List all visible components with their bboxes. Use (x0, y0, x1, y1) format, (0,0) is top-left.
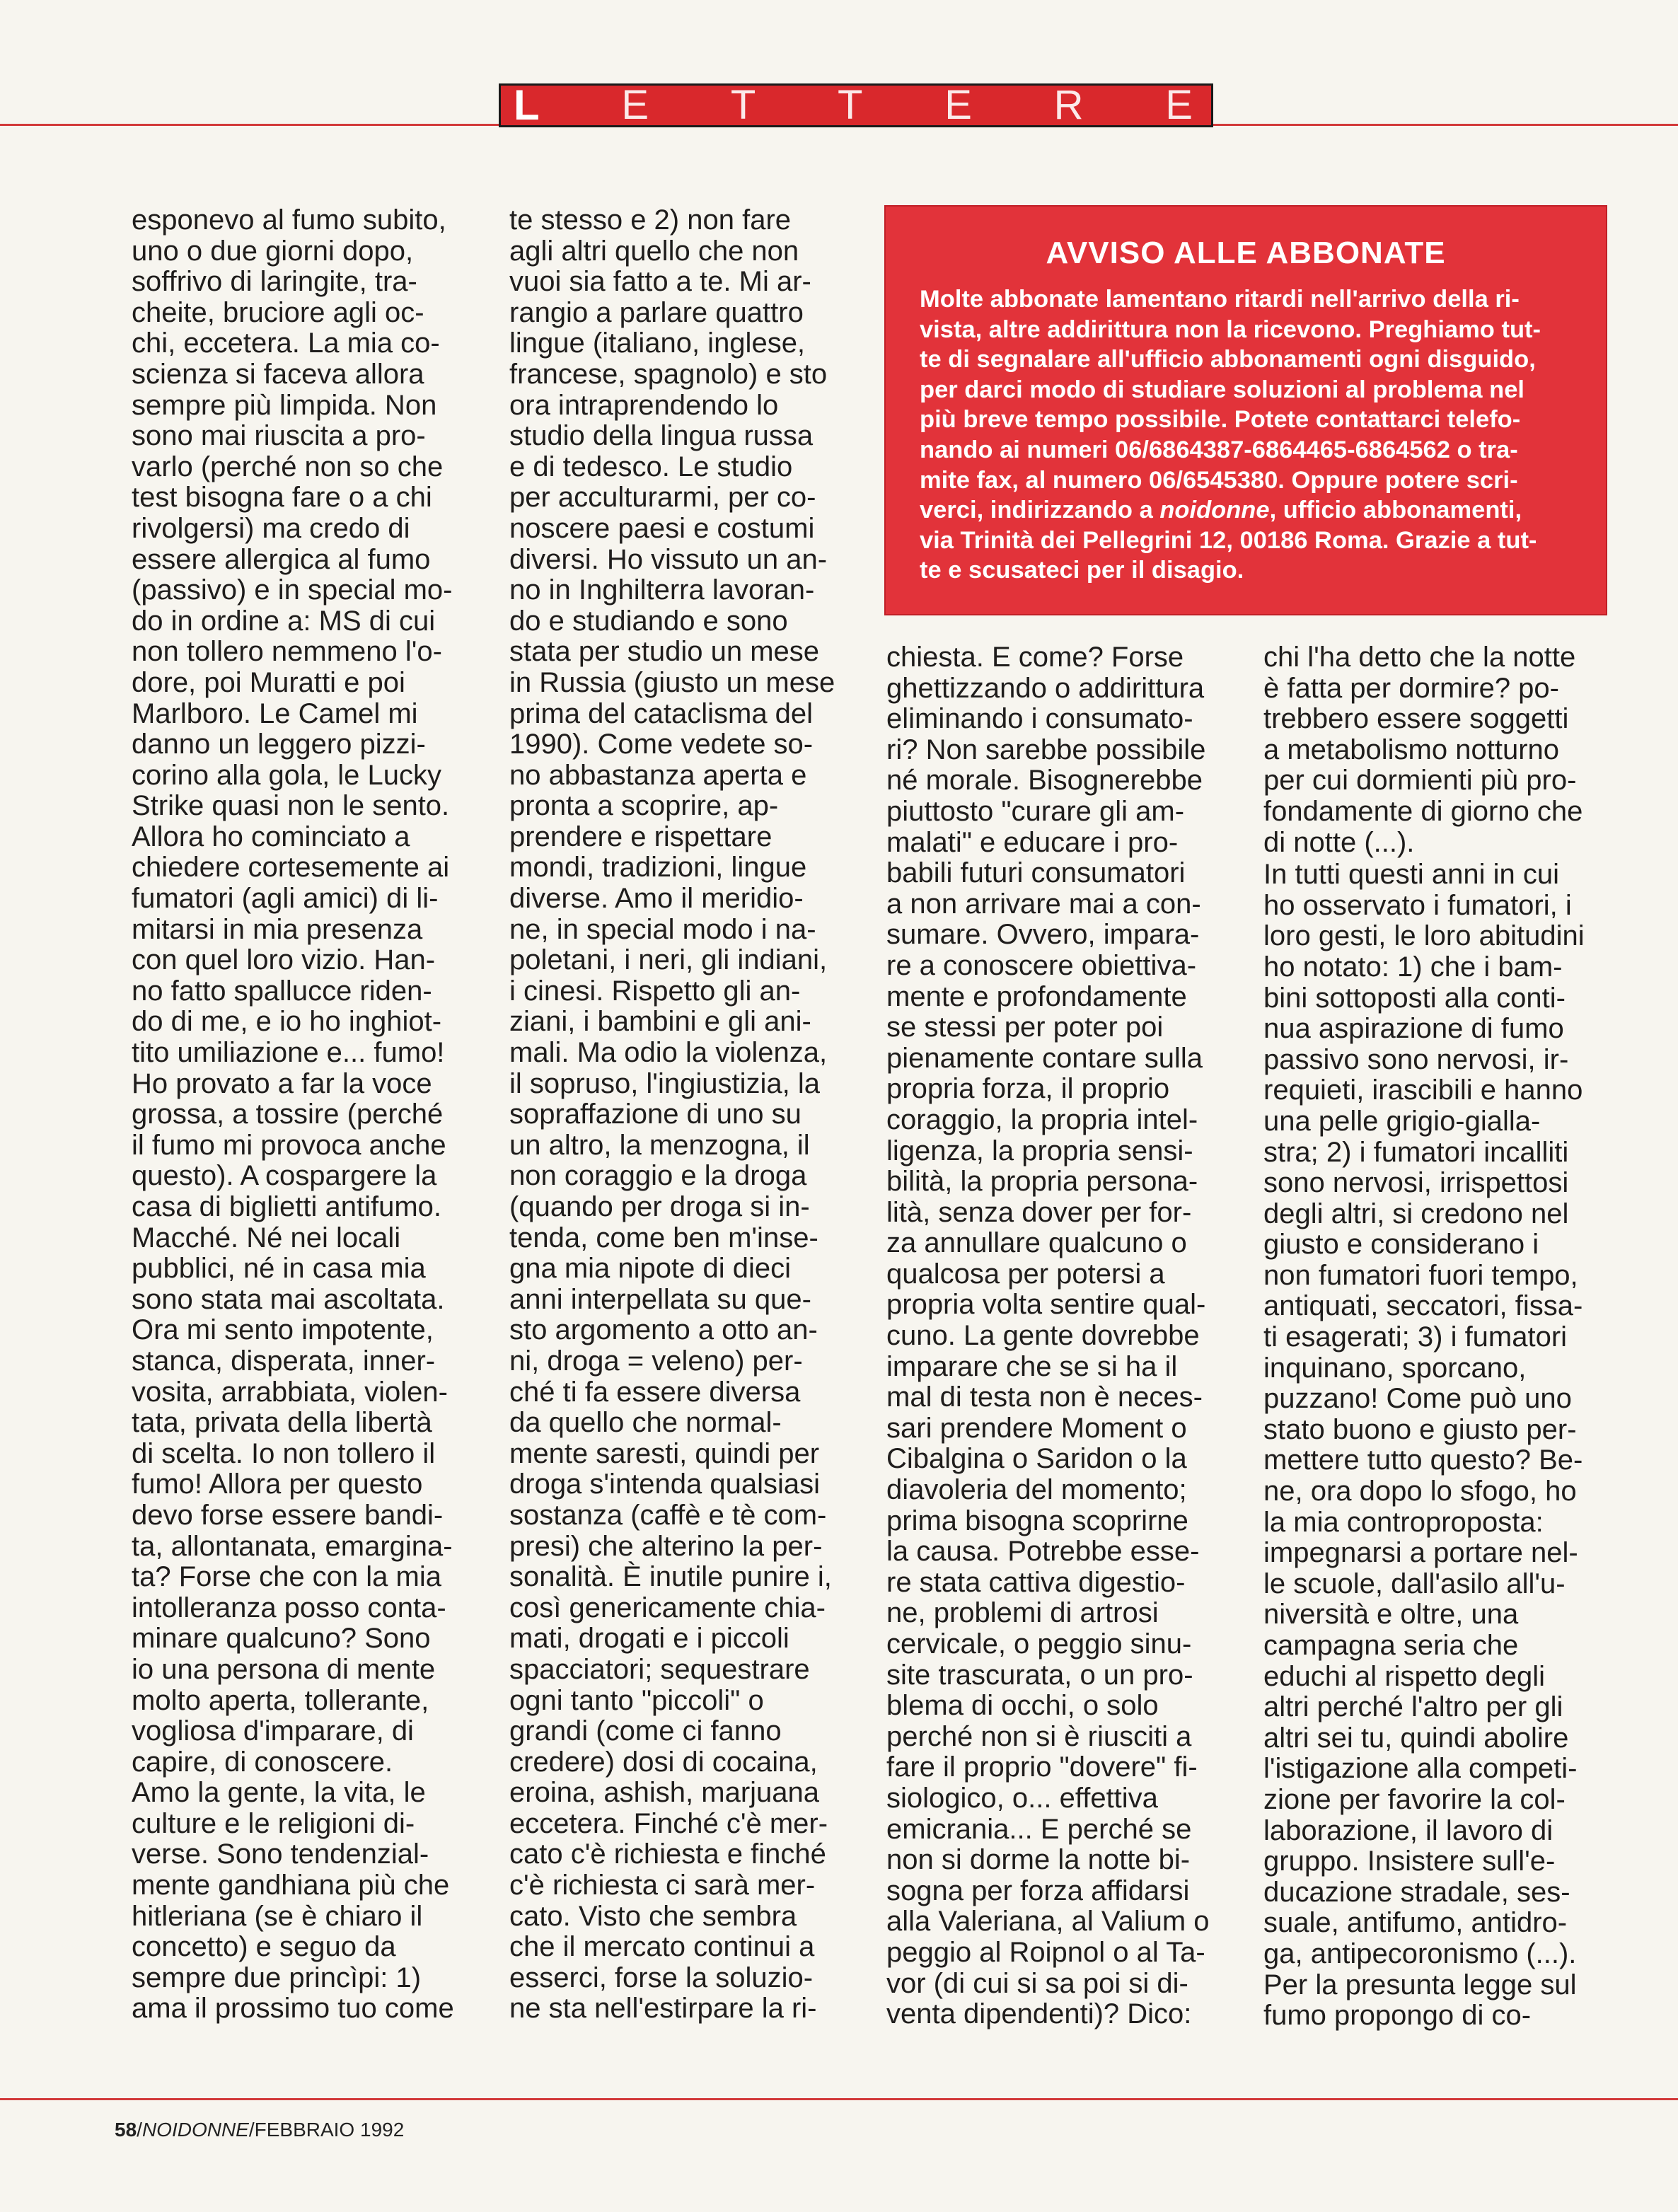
paragraph: esponevo al fumo subito, uno o due giorni dopo, soffrivo di laringite, tra- cheite, bruciore agli oc- chi, eccetera. La mia co- scienza si faceva allora sempre più limpida. Non sono mai riuscita a pro- varlo (perché non so che test bisogna fare o a chi rivolgersi) ma credo di essere allergica al fumo (passivo) e in special mo- do in ordine a: MS di cui non tollero nemmeno l'o- dore, poi Muratti e poi Marlboro. Le Camel mi danno un leggero pizzi- corino alla gola, le Lucky Strike quasi non le sento. Allora ho cominciato a chiedere cortesemente ai fumatori (agli amici) di li- mitarsi in mia presenza con quel loro vizio. Han- no fatto spallucce riden- do di me, e io ho inghiot- tito umiliazione e... fumo! Ho provato a far la voce grossa, a tossire (perché il fumo mi provoca anche questo). A cospargere la casa di biglietti antifumo. Macché. Né nei locali pubblici, né in casa mia sono stata mai ascoltata. Ora mi sento impotente, stanca, disperata, inner- vosita, arrabbiata, violen- tata, privata della libertà di scelta. Io non tollero il fumo! Allora per questo devo forse essere bandi- ta, allontanata, emargina- ta? Forse che con la mia intolleranza posso conta- minare qualcuno? Sono io una persona di mente molto aperta, tollerante, vogliosa d'imparare, di capire, di conoscere. Amo la gente, la vita, le culture e le religioni di- verse. Sono tendenzial- mente gandhiana più che hitleriana (se è chiaro il concetto) e seguo da sempre due princìpi: 1) ama il prossimo tuo come (132, 204, 454, 2025)
header-letter: T (838, 82, 863, 128)
notice-magazine-name: noidonne (1159, 497, 1270, 524)
header-letter: L (514, 81, 540, 129)
footer-date: FEBBRAIO 1992 (254, 2119, 405, 2141)
header-letter: E (1165, 82, 1193, 128)
subscriber-notice-box (884, 205, 1607, 615)
page-number: 58 (115, 2119, 137, 2141)
notice-text-after: , ufficio abbonamenti, via Trinità dei Pellegrini 12, 00186 Roma. Grazie a tut- te e scusateci per il disagio. (920, 497, 1537, 584)
paragraph: chi l'ha detto che la notte è fatta per dormire? po- trebbero essere soggetti a metabolismo notturno per cui dormienti più pro- fondamente di giorno che di notte (...). (1263, 642, 1583, 858)
paragraph: te stesso e 2) non fare agli altri quello che non vuoi sia fatto a te. Mi ar- rangio a parlare quattro lingue (italiano, inglese, francese, spagnolo) e sto ora intraprendendo lo studio della lingua russa e di tedesco. Le studio per acculturarmi, per co- noscere paesi e costumi diversi. Ho vissuto un an- no in Inghilterra lavoran- do e studiando e sono stata per studio un mese in Russia (giusto un mese prima del cataclisma del 1990). Come vedete so- no abbastanza aperta e pronta a scoprire, ap- prendere e rispettare mondi, tradizioni, lingue diverse. Amo il meridio- ne, in special modo i na- poletani, i neri, gli indiani, i cinesi. Rispetto gli an- ziani, i bambini e gli ani- mali. Ma odio la violenza, il sopruso, l'ingiustizia, la sopraffazione di uno su un altro, la menzogna, il non coraggio e la droga (quando per droga si in- tenda, come ben m'inse- gna mia nipote di dieci anni interpellata su que- sto argomento a otto an- ni, droga = veleno) per- ché ti fa essere diversa da quello che normal- mente saresti, quindi per droga s'intenda qualsiasi sostanza (caffè e tè com- presi) che alterino la per- sonalità. È inutile punire i, così genericamente chia- mati, drogati e i piccoli spacciatori; sequestrare ogni tanto "piccoli" o grandi (come ci fanno credere) dosi di cocaina, eroina, ashish, marjuana eccetera. Finché c'è mer- cato c'è richiesta e finché c'è richiesta ci sarà mer- cato. Visto che sembra che il mercato continui a esserci, forse la soluzio- ne sta nell'estirpare la ri- (509, 204, 835, 2025)
page-footer (115, 2118, 404, 2142)
footer-magazine: NOIDONNE (141, 2119, 249, 2141)
text-column-2 (509, 205, 855, 2025)
footer-separator: / (248, 2119, 255, 2141)
notice-text-before: Molte abbonate lamentano ritardi nell'arrivo della ri- vista, altre addirittura non la ricevono. Preghiamo tut- te di segnalare all'ufficio abbonamenti ogni disguido, per darci modo di studiare soluzioni al problema nel più breve tempo possibile. Potete contattarci telefo- nando ai numeri 06/6864387-6864465-6864562 o tra- mite fax, al numero 06/6545380. Oppure potere scri- verci, indirizzando a (920, 286, 1541, 524)
footer-separator: / (137, 2119, 142, 2141)
header-letter: E (944, 82, 972, 128)
header-letter: E (621, 82, 649, 128)
text-column-4 (1263, 642, 1606, 2032)
paragraph: In tutti questi anni in cui ho osservato i fumatori, i loro gesti, le loro abitudini ho notato: 1) che i bam- bini sottoposti alla conti- nua aspirazione di fumo passivo sono nervosi, ir- requieti, irascibili e hanno una pelle grigio-gialla- stra; 2) i fumatori incalliti sono nervosi, irrispettosi degli altri, si credono nel giusto e considerano i non fumatori fuori tempo, antiquati, seccatori, fissa- ti esagerati; 3) i fumatori inquinano, sporcano, puzzano! Come può uno stato buono e giusto per- mettere tutto questo? Be- ne, ora dopo lo sfogo, ho la mia controproposta: impegnarsi a portare nel- le scuole, dall'asilo all'u- niversità e oltre, una campagna seria che educhi al rispetto degli altri perché l'altro per gli altri sei tu, quindi abolire l'istigazione alla competi- zione per favorire la col- laborazione, il lavoro di gruppo. Insistere sull'e- ducazione stradale, ses- suale, antifumo, antidro- ga, antipecoronismo (...). Per la presunta legge sul fumo propongo di co- (1263, 859, 1585, 2032)
bottom-rule (0, 2098, 1678, 2100)
paragraph: chiesta. E come? Forse ghettizzando o addirittura eliminando i consumato- ri? Non sarebbe possibile né morale. Bisognerebbe piuttosto "curare gli am- malati" e educare i pro- babili futuri consumatori a non arrivare mai a con- sumare. Ovvero, impara- re a conoscere obiettiva- mente e profondamente se stessi per poter poi pienamente contare sulla propria forza, il proprio coraggio, la propria intel- ligenza, la propria sensi- bilità, la propria persona- lità, senza dover per for- za annullare qualcuno o qualcosa per potersi a propria volta sentire qual- cuno. La gente dovrebbe imparare che se si ha il mal di testa non è neces- sari prendere Moment o Cibalgina o Saridon o la diavoleria del momento; prima bisogna scoprirne la causa. Potrebbe esse- re stata cattiva digestio- ne, problemi di artrosi cervicale, o peggio sinu- site trascurata, o un pro- blema di occhi, o solo perché non si è riusciti a fare il proprio "dovere" fi- siologico, o... effettiva emicrania... E perché se non si dorme la notte bi- sogna per forza affidarsi alla Valeriana, al Valium o peggio al Roipnol o al Ta- vor (di cui si sa poi si di- venta dipendenti)? Dico: (886, 642, 1210, 2030)
section-header-lettere (499, 83, 1213, 127)
header-letter: R (1053, 82, 1084, 128)
header-letter: T (730, 82, 756, 128)
text-column-1 (132, 205, 477, 2025)
notice-body (920, 284, 1572, 586)
text-column-3 (886, 642, 1229, 2030)
notice-title: AVVISO ALLE ABBONATE (1046, 236, 1446, 270)
